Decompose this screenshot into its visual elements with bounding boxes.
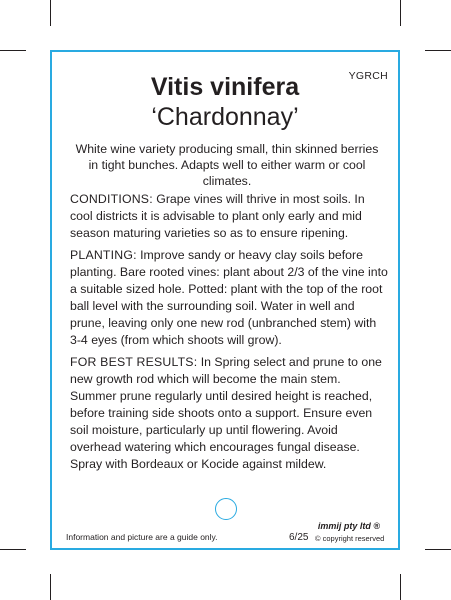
page-code: 6/25 xyxy=(289,532,309,543)
cultivar-name: ‘Chardonnay’ xyxy=(151,103,299,131)
planting-heading: PLANTING: xyxy=(70,248,137,262)
plant-label-card xyxy=(50,50,400,550)
description: White wine variety producing small, thin skinned berries in tight bunches. Adapts well to either warm or cool climates. xyxy=(75,142,379,188)
botanical-name: Vitis vinifera xyxy=(150,73,300,101)
planting-text: Improve sandy or heavy clay soils before planting. Bare rooted vines: plant about 2/3 of the vine into a suitable sized hole. Potted: plant with the top of the root ball level with the surrounding soil. Water in well and prune, leaving only one new rod (unbranched stem) with 3-4 eyes (from which shoots will grow). xyxy=(70,248,388,347)
crop-mark-bottom-left xyxy=(50,574,51,600)
crop-mark-bottom-right xyxy=(400,574,401,600)
best-results-heading: FOR BEST RESULTS: xyxy=(70,355,198,369)
crop-mark-left-bottom xyxy=(0,549,26,550)
hang-hole-circle xyxy=(215,498,237,520)
crop-mark-top-right xyxy=(400,0,401,26)
copyright-notice: © copyright reserved xyxy=(315,534,385,543)
brand-name: immij pty ltd ® xyxy=(317,521,380,531)
disclaimer: Information and picture are a guide only. xyxy=(66,532,218,542)
best-results-text: In Spring select and prune to one new growth rod which will become the main stem. Summer prune regularly until desired height is reached, before training side shoots onto a support. Ensure even soil moisture, particularly up until flowering. Avoid overhead watering which encourages fungal disease. Spray with Bordeaux or Kocide against mildew. xyxy=(70,355,382,471)
crop-mark-left-top xyxy=(0,50,26,51)
crop-mark-right-bottom xyxy=(425,549,451,550)
conditions-text: Grape vines will thrive in most soils. In cool districts it is advisable to plant only early and mid season maturing varieties so as to ensure ripening. xyxy=(70,192,365,240)
product-code: YGRCH xyxy=(348,70,388,82)
best-results-section xyxy=(70,354,388,473)
care-instructions xyxy=(70,191,388,478)
crop-mark-top-left xyxy=(50,0,51,26)
planting-section xyxy=(70,247,388,349)
conditions-section xyxy=(70,191,388,242)
conditions-heading: CONDITIONS: xyxy=(70,192,153,206)
crop-mark-right-top xyxy=(425,50,451,51)
